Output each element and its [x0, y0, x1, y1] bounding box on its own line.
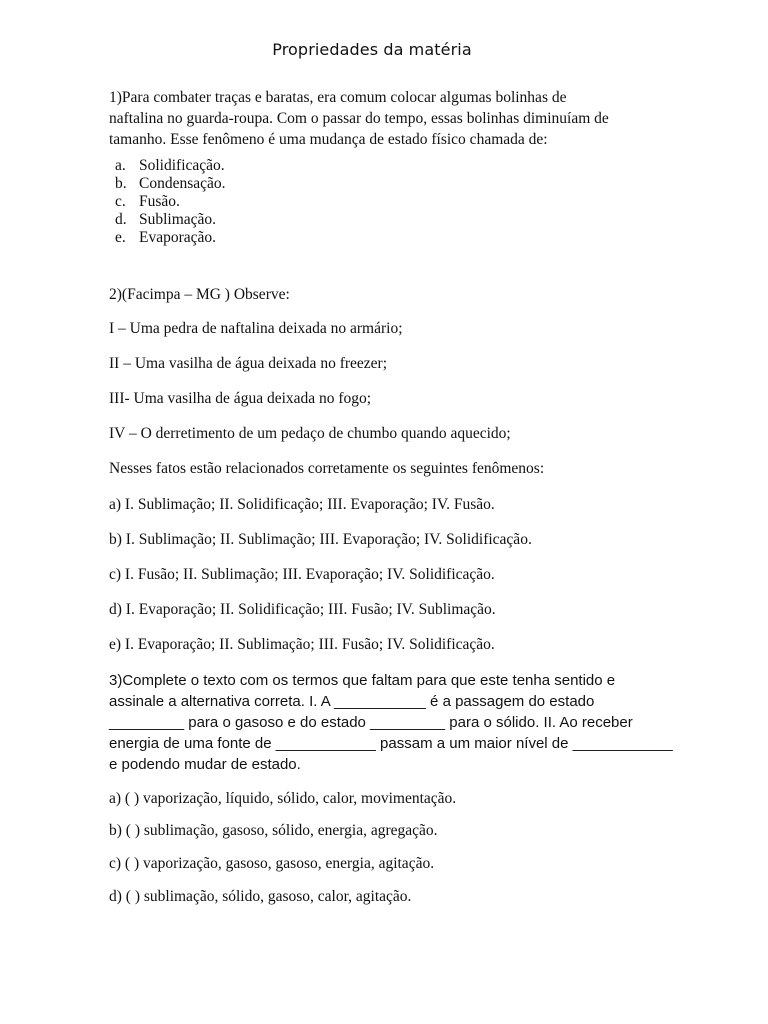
option-letter: b. — [115, 175, 127, 192]
question-1-option-d — [115, 211, 226, 229]
question-2-intro: 2)(Facimpa – MG ) Observe: — [109, 286, 290, 303]
option-text: Solidificação. — [139, 157, 225, 174]
question-2-option-e: e) I. Evaporação; II. Sublimação; III. Fusão; IV. Solidificação. — [109, 636, 495, 653]
option-letter: a. — [115, 157, 126, 174]
option-text: Condensação. — [139, 175, 226, 192]
question-1-line: 1)Para combater traças e baratas, era comum colocar algumas bolinhas de — [109, 89, 567, 106]
option-letter: d. — [115, 211, 127, 228]
question-2-item-3: III- Uma vasilha de água deixada no fogo; — [109, 390, 372, 407]
option-text: Fusão. — [139, 193, 180, 210]
question-3-line: 3)Complete o texto com os termos que faltam para que este tenha sentido e — [109, 672, 616, 689]
question-1-options — [115, 157, 226, 247]
question-2-item-2: II – Uma vasilha de água deixada no freezer; — [109, 355, 388, 372]
question-3-option-d: d) ( ) sublimação, sólido, gasoso, calor, agitação. — [109, 888, 412, 905]
question-2-option-d: d) I. Evaporação; II. Solidificação; III. Fusão; IV. Sublimação. — [109, 601, 496, 618]
question-3-text — [109, 670, 673, 775]
option-text: Sublimação. — [139, 211, 217, 228]
question-2-item-4: IV – O derretimento de um pedaço de chumbo quando aquecido; — [109, 425, 511, 442]
question-3-option-a: a) ( ) vaporização, líquido, sólido, calor, movimentação. — [109, 790, 457, 807]
option-letter: c. — [115, 193, 126, 210]
question-2-option-a: a) I. Sublimação; II. Solidificação; III. Evaporação; IV. Fusão. — [109, 496, 495, 513]
option-text: Evaporação. — [139, 229, 217, 246]
question-3-line: assinale a alternativa correta. I. A ___________ é a passagem do estado — [109, 693, 595, 710]
question-1-line: naftalina no guarda-roupa. Com o passar do tempo, essas bolinhas diminuíam de — [109, 110, 609, 127]
question-2-item-1: I – Uma pedra de naftalina deixada no armário; — [109, 320, 403, 337]
page-title: Propriedades da matéria — [272, 40, 472, 59]
question-3-line: _________ para o gasoso e do estado _________ para o sólido. II. Ao receber — [109, 714, 633, 731]
option-letter: e. — [115, 229, 126, 246]
question-2-option-c: c) I. Fusão; II. Sublimação; III. Evaporação; IV. Solidificação. — [109, 566, 495, 583]
question-1-text — [109, 87, 609, 150]
question-1-option-b — [115, 175, 226, 193]
question-3-option-b: b) ( ) sublimação, gasoso, sólido, energia, agregação. — [109, 822, 438, 839]
question-3-line: energia de uma fonte de ____________ passam a um maior nível de ____________ — [109, 735, 673, 752]
question-1-option-e — [115, 229, 226, 247]
question-1-line: tamanho. Esse fenômeno é uma mudança de estado físico chamada de: — [109, 131, 548, 148]
question-1-option-a — [115, 157, 226, 175]
question-3-line: e podendo mudar de estado. — [109, 756, 301, 773]
question-2-prompt: Nesses fatos estão relacionados corretamente os seguintes fenômenos: — [109, 460, 545, 477]
question-2-option-b: b) I. Sublimação; II. Sublimação; III. Evaporação; IV. Solidificação. — [109, 531, 532, 548]
question-3-option-c: c) ( ) vaporização, gasoso, gasoso, energia, agitação. — [109, 855, 435, 872]
question-1-option-c — [115, 193, 226, 211]
